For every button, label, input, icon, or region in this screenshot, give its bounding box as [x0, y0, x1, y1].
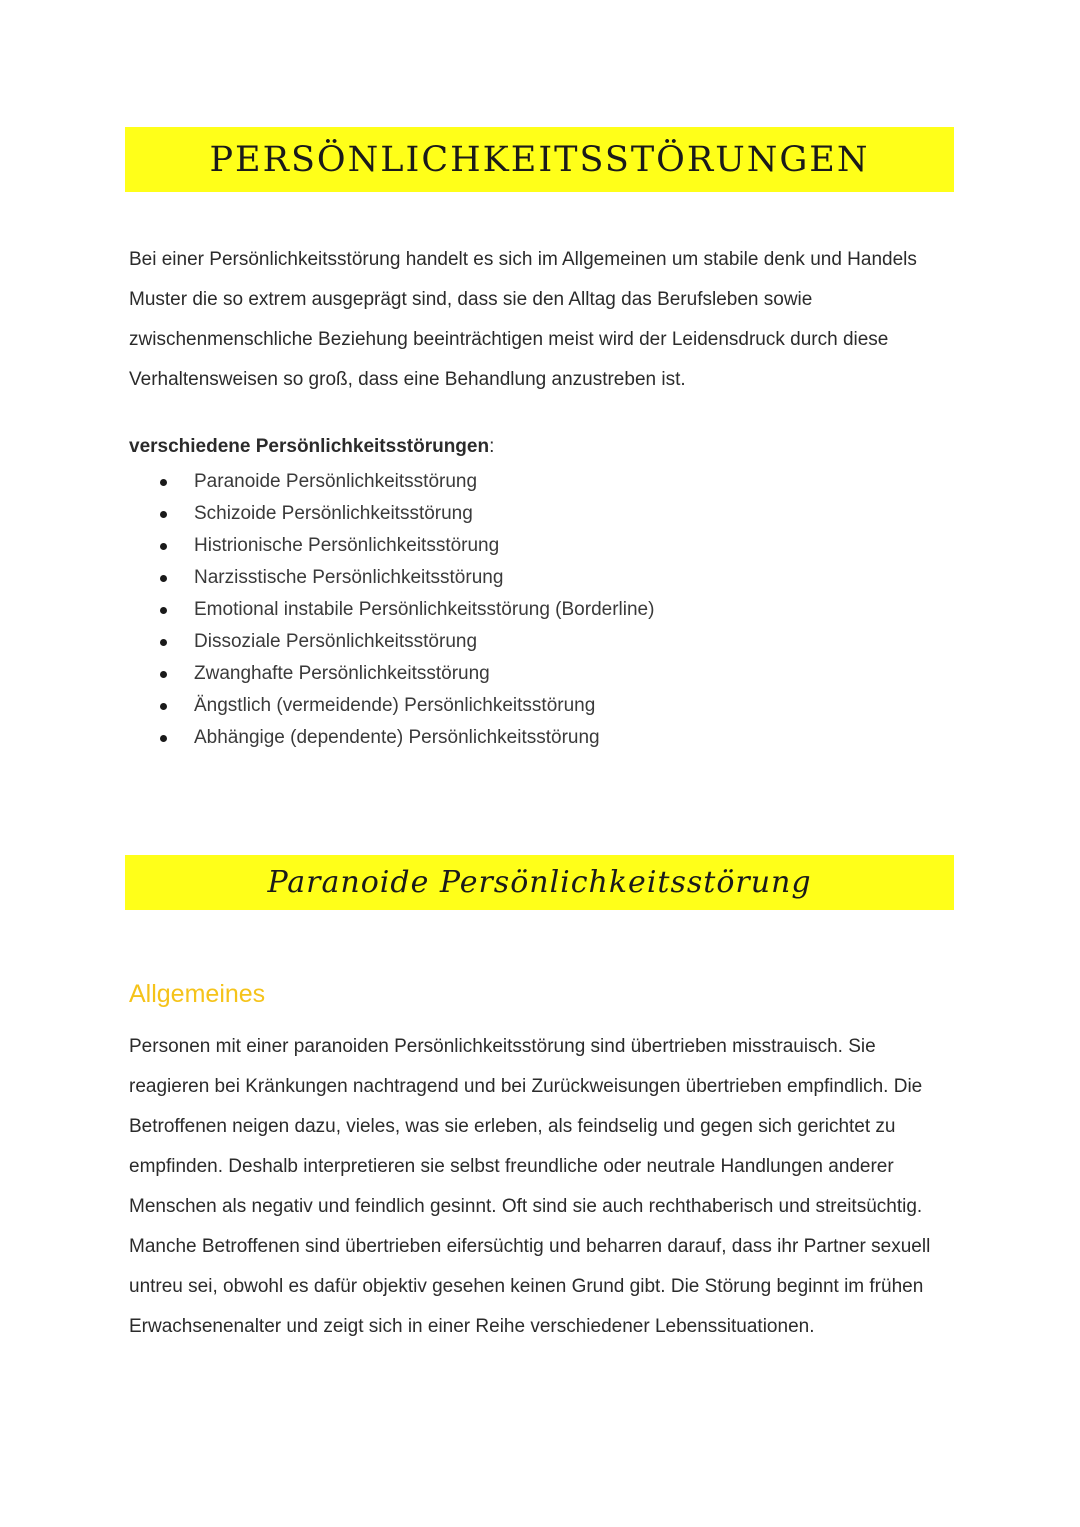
main-title-banner — [125, 127, 954, 192]
section-title-banner — [125, 855, 954, 910]
list-item — [129, 530, 654, 562]
list-item-label: Dissoziale Persönlichkeitsstörung — [194, 631, 478, 652]
main-title: PERSÖNLICHKEITSSTÖRUNGEN — [209, 139, 870, 180]
list-item — [129, 658, 654, 690]
list-item-label: Zwanghafte Persönlichkeitsstörung — [194, 663, 490, 684]
bullet-icon — [160, 735, 167, 742]
list-heading — [129, 436, 494, 458]
list-item-label: Paranoide Persönlichkeitsstörung — [194, 471, 478, 492]
bullet-icon — [160, 703, 167, 710]
list-item-label: Histrionische Persönlichkeitsstörung — [194, 535, 500, 556]
bullet-icon — [160, 607, 167, 614]
bullet-icon — [160, 479, 167, 486]
bullet-icon — [160, 671, 167, 678]
bullet-icon — [160, 639, 167, 646]
list-item — [129, 594, 654, 626]
subsection-heading: Allgemeines — [129, 980, 266, 1008]
list-item-label: Emotional instabile Persönlichkeitsstörung (Borderline) — [194, 599, 655, 620]
list-item-label: Ängstlich (vermeidende) Persönlichkeitsstörung — [194, 695, 596, 716]
disorder-list — [129, 466, 654, 754]
body-paragraph: Personen mit einer paranoiden Persönlichkeitsstörung sind übertrieben misstrauisch. Sie reagieren bei Kränkungen nachtragend und bei Zurückweisungen übertrieben empfindlich. Die Betroffenen neigen dazu, vieles, was sie erleben, als feindselig und gegen sich gerichtet zu empfinden. Deshalb interpretieren sie selbst freundliche oder neutrale Handlungen anderer Menschen als negativ und feindlich gesinnt. Oft sind sie auch rechthaberisch und streitsüchtig. Manche Betroffenen sind übertrieben eifersüchtig und beharren darauf, dass ihr Partner sexuell untreu sei, obwohl es dafür objektiv gesehen keinen Grund gibt. Die Störung beginnt im frühen Erwachsenenalter und zeigt sich in einer Reihe verschiedener Lebenssituationen. — [129, 1036, 931, 1337]
list-item — [129, 626, 654, 658]
list-item — [129, 690, 654, 722]
bullet-icon — [160, 575, 167, 582]
list-item-label: Schizoide Persönlichkeitsstörung — [194, 503, 473, 524]
list-item — [129, 466, 654, 498]
section-title: Paranoide Persönlichkeitsstörung — [267, 865, 812, 900]
intro-paragraph: Bei einer Persönlichkeitsstörung handelt es sich im Allgemeinen um stabile denk und Handels Muster die so extrem ausgeprägt sind, dass sie den Alltag das Berufsleben sowie zwischenmenschliche Beziehung beeinträchtigen meist wird der Leidensdruck durch diese Verhaltensweisen so groß, dass eine Behandlung anzustreben ist. — [129, 249, 917, 390]
bullet-icon — [160, 543, 167, 550]
list-heading-text: verschiedene Persönlichkeitsstörungen — [129, 436, 490, 457]
list-item — [129, 498, 654, 530]
list-item-label: Narzisstische Persönlichkeitsstörung — [194, 567, 504, 588]
list-item — [129, 562, 654, 594]
bullet-icon — [160, 511, 167, 518]
list-heading-colon: : — [489, 436, 495, 457]
list-item — [129, 722, 654, 754]
list-item-label: Abhängige (dependente) Persönlichkeitsstörung — [194, 727, 600, 748]
